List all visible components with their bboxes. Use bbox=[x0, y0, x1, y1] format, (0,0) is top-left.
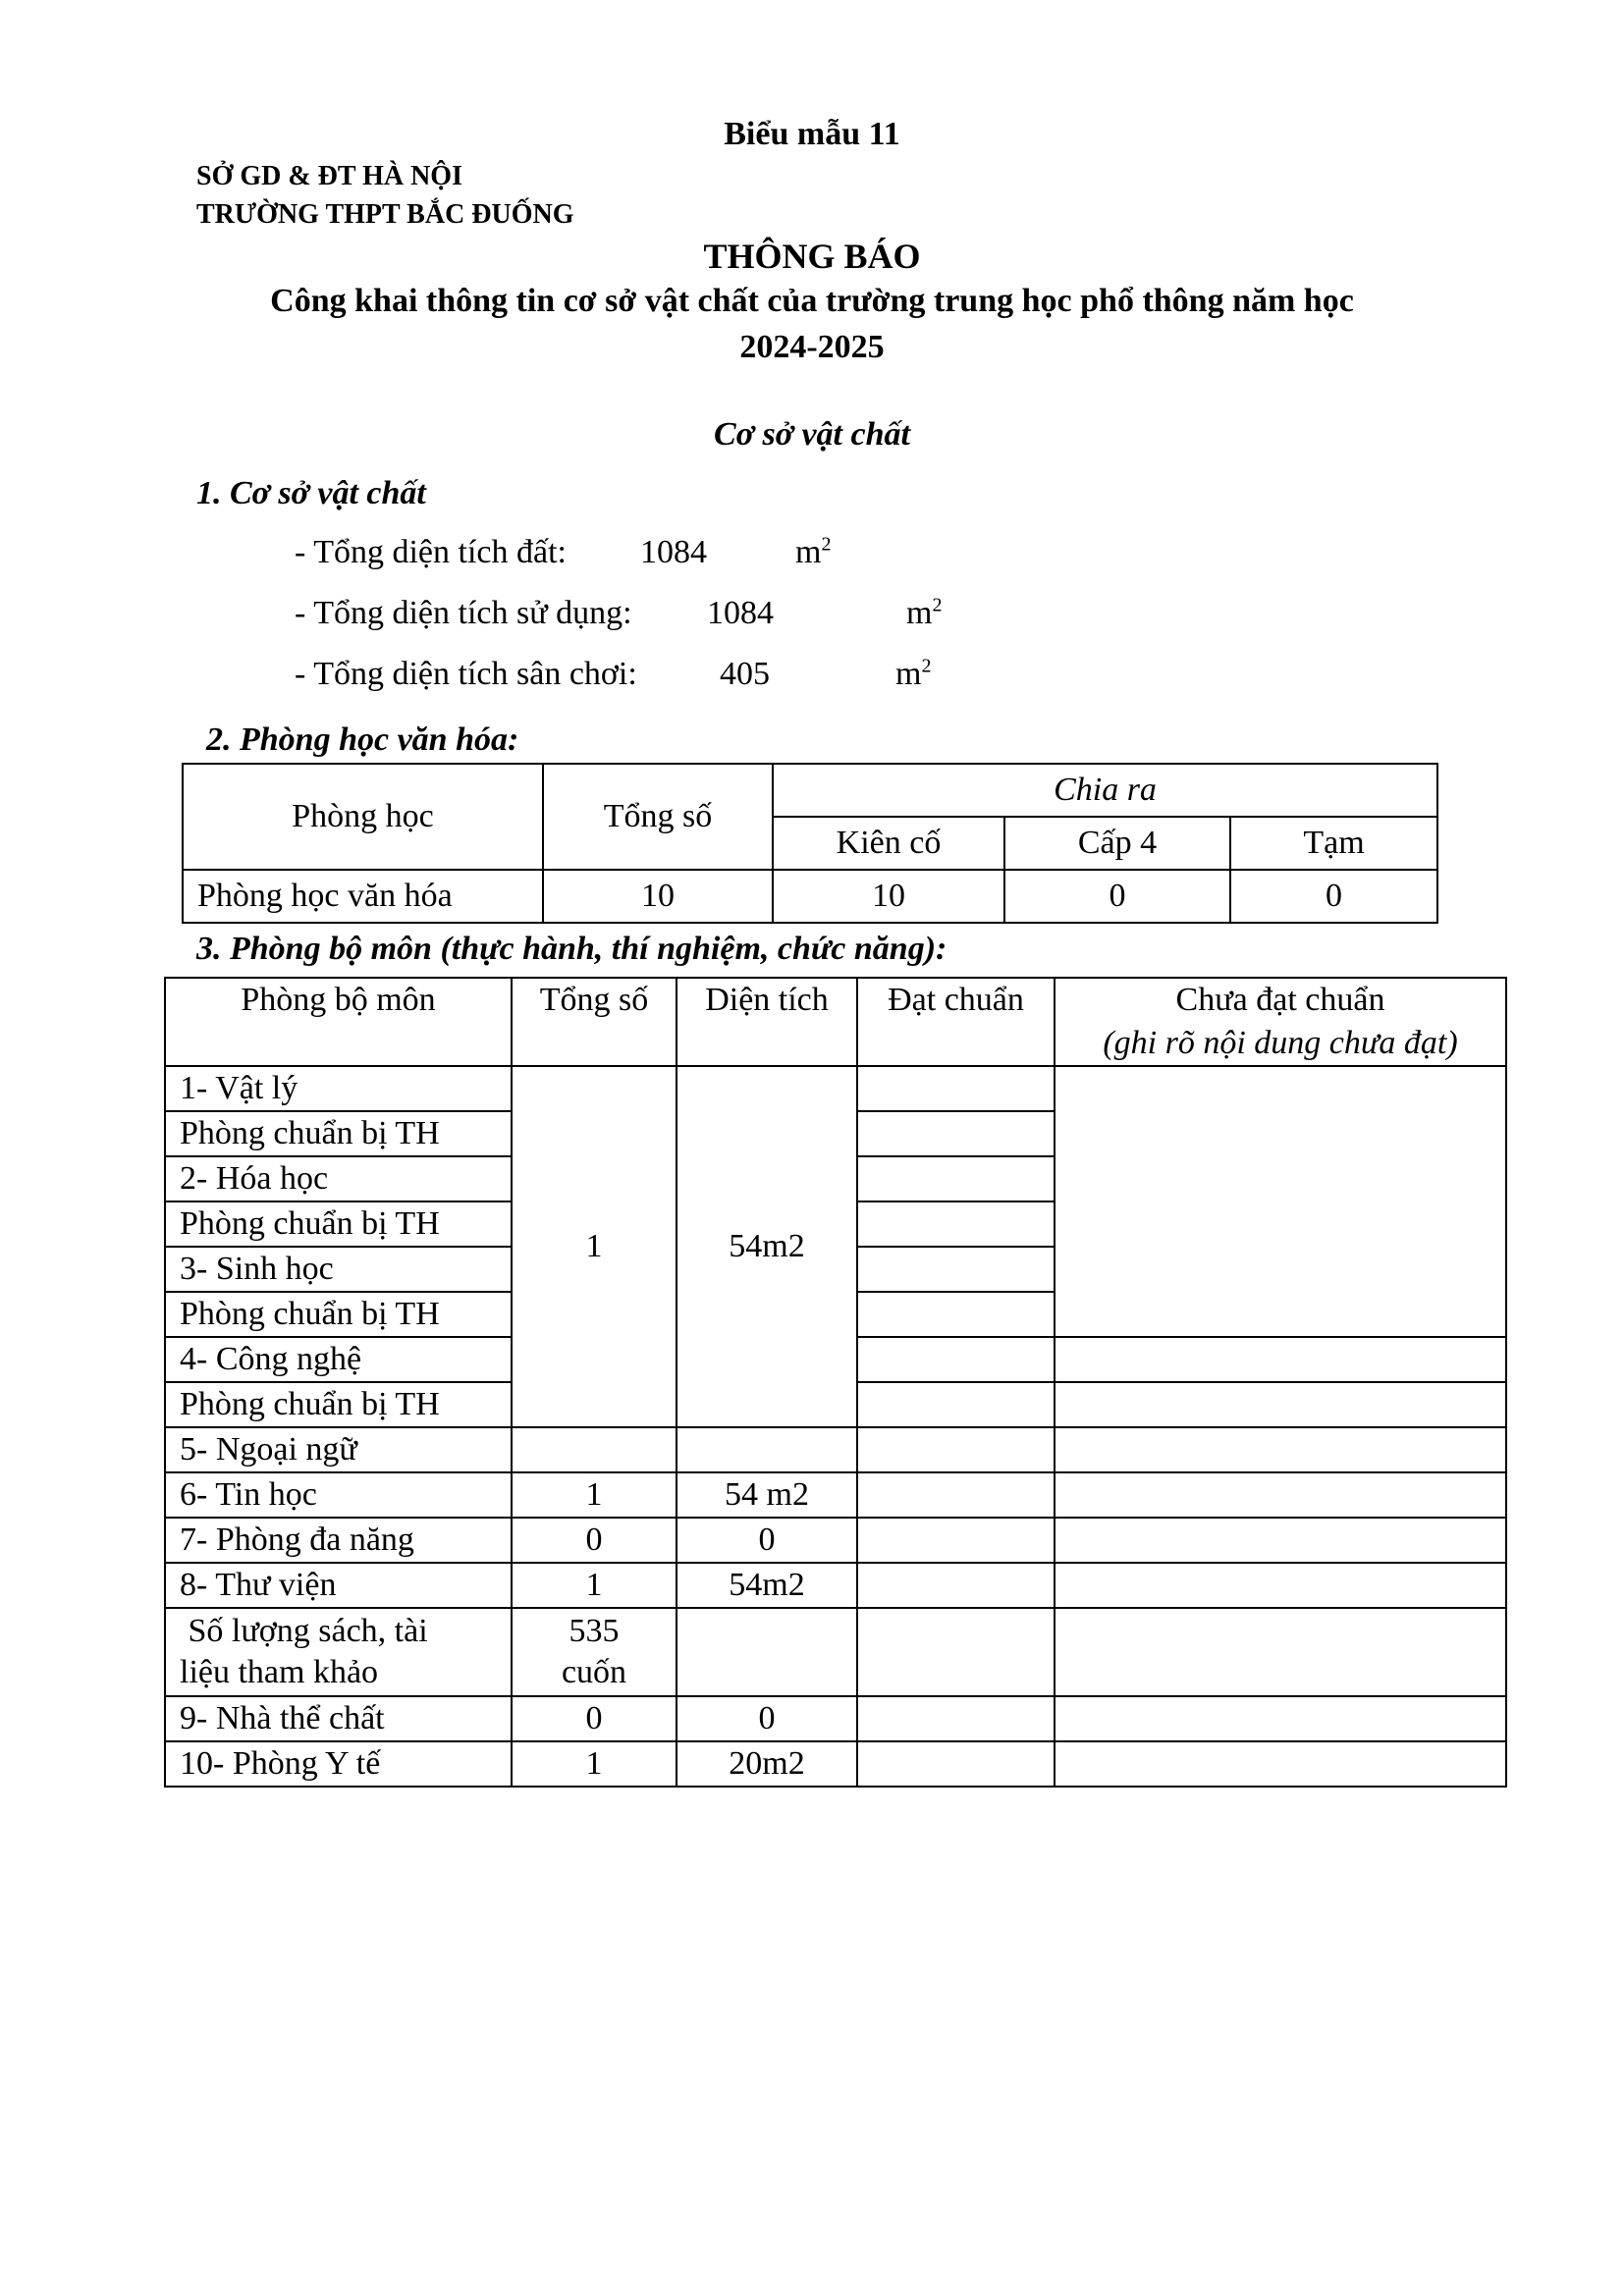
col-header-total: Tổng số bbox=[543, 764, 773, 870]
table-row bbox=[165, 1741, 1506, 1787]
area-cell bbox=[677, 1608, 857, 1696]
substandard-cell bbox=[1055, 1427, 1506, 1472]
lab-group-area-cell: 54m2 bbox=[677, 1066, 857, 1427]
substandard-note: (ghi rõ nội dung chưa đạt) bbox=[1103, 1025, 1458, 1061]
area-cell bbox=[677, 1427, 857, 1472]
standard-cell bbox=[857, 1156, 1055, 1201]
solid-cell: 10 bbox=[773, 870, 1004, 923]
room-name-cell: 7- Phòng đa năng bbox=[165, 1518, 512, 1563]
playground-area-value: 405 bbox=[720, 656, 770, 692]
col-header-room: Phòng học bbox=[183, 764, 543, 870]
standard-cell bbox=[857, 1382, 1055, 1427]
standard-cell bbox=[857, 1696, 1055, 1741]
area-cell: 0 bbox=[677, 1518, 857, 1563]
notice-year: 2024-2025 bbox=[739, 329, 885, 365]
col-header-breakdown: Chia ra bbox=[773, 764, 1437, 817]
area-cell: 0 bbox=[677, 1696, 857, 1741]
total-cell bbox=[512, 1427, 677, 1472]
standard-cell bbox=[857, 1292, 1055, 1337]
classroom-table bbox=[182, 763, 1438, 924]
room-name-cell: 1- Vật lý bbox=[165, 1066, 512, 1111]
table-row bbox=[165, 1696, 1506, 1741]
col-header-standard: Đạt chuẩn bbox=[857, 978, 1055, 1066]
room-name-cell: Phòng học văn hóa bbox=[183, 870, 543, 923]
playground-area-unit: $m^2$ bbox=[895, 655, 932, 692]
area-cell: 54m2 bbox=[677, 1563, 857, 1608]
lab-group-total-cell: 1 bbox=[512, 1066, 677, 1427]
room-name-cell: Phòng chuẩn bị TH bbox=[165, 1292, 512, 1337]
room-name-cell: 3- Sinh học bbox=[165, 1247, 512, 1292]
usage-area-label: - Tổng diện tích sử dụng: bbox=[295, 595, 632, 631]
room-name-cell: 8- Thư viện bbox=[165, 1563, 512, 1608]
table-row bbox=[165, 1472, 1506, 1518]
col-header-substandard bbox=[1055, 978, 1506, 1066]
standard-cell bbox=[857, 1563, 1055, 1608]
substandard-label: Chưa đạt chuẩn bbox=[1175, 982, 1385, 1018]
room-name-cell: 5- Ngoại ngữ bbox=[165, 1427, 512, 1472]
room-name-cell: 10- Phòng Y tế bbox=[165, 1741, 512, 1787]
table-row bbox=[165, 1563, 1506, 1608]
total-cell: 10 bbox=[543, 870, 773, 923]
room-name-cell: 2- Hóa học bbox=[165, 1156, 512, 1201]
table-row bbox=[165, 1608, 1506, 1696]
table-row bbox=[165, 1427, 1506, 1472]
standard-cell bbox=[857, 1201, 1055, 1247]
total-cell: 1 bbox=[512, 1741, 677, 1787]
books-label-line1: Số lượng sách, tài bbox=[180, 1613, 428, 1649]
school-name: TRƯỜNG THPT BẮC ĐUỐNG bbox=[196, 199, 574, 230]
room-name-cell: Phòng chuẩn bị TH bbox=[165, 1382, 512, 1427]
room-name-cell: 9- Nhà thể chất bbox=[165, 1696, 512, 1741]
standard-cell bbox=[857, 1427, 1055, 1472]
standard-cell bbox=[857, 1741, 1055, 1787]
playground-area-label: - Tổng diện tích sân chơi: bbox=[295, 656, 637, 692]
standard-cell bbox=[857, 1608, 1055, 1696]
usage-area-unit: $m^2$ bbox=[906, 594, 943, 631]
total-cell: 0 bbox=[512, 1696, 677, 1741]
temporary-cell: 0 bbox=[1230, 870, 1437, 923]
land-area-value: 1084 bbox=[640, 534, 707, 570]
room-name-cell bbox=[165, 1608, 512, 1696]
standard-cell bbox=[857, 1247, 1055, 1292]
section3-heading: 3. Phòng bộ môn (thực hành, thí nghiệm, chức năng): bbox=[196, 931, 947, 967]
room-name-cell: Phòng chuẩn bị TH bbox=[165, 1111, 512, 1156]
department-name: SỞ GD & ĐT HÀ NỘI bbox=[196, 161, 462, 191]
notice-subtitle: Công khai thông tin cơ sở vật chất của trường trung học phổ thông năm học bbox=[270, 283, 1354, 319]
substandard-cell bbox=[1055, 1608, 1506, 1696]
total-cell bbox=[512, 1608, 677, 1696]
section1-heading: 1. Cơ sở vật chất bbox=[196, 475, 426, 511]
books-count: 535 bbox=[568, 1613, 620, 1649]
land-area-line bbox=[295, 533, 832, 571]
standard-cell bbox=[857, 1111, 1055, 1156]
table-row bbox=[183, 870, 1437, 923]
room-name-cell: 4- Công nghệ bbox=[165, 1337, 512, 1382]
standard-cell bbox=[857, 1066, 1055, 1111]
subject-room-table bbox=[164, 977, 1507, 1788]
col-header-temporary: Tạm bbox=[1230, 817, 1437, 870]
col-header-total: Tổng số bbox=[512, 978, 677, 1066]
area-cell: 54 m2 bbox=[677, 1472, 857, 1518]
substandard-cell bbox=[1055, 1382, 1506, 1427]
books-unit: cuốn bbox=[561, 1654, 627, 1690]
substandard-merged-cell bbox=[1055, 1066, 1506, 1337]
table-row bbox=[165, 1518, 1506, 1563]
substandard-cell bbox=[1055, 1337, 1506, 1382]
playground-area-line bbox=[295, 655, 932, 693]
land-area-unit: $m^2$ bbox=[795, 533, 832, 570]
usage-area-line bbox=[295, 594, 943, 632]
col-header-solid: Kiên cố bbox=[773, 817, 1004, 870]
standard-cell bbox=[857, 1337, 1055, 1382]
substandard-cell bbox=[1055, 1472, 1506, 1518]
standard-cell bbox=[857, 1518, 1055, 1563]
col-header-subject-room: Phòng bộ môn bbox=[165, 978, 512, 1066]
section-heading: Cơ sở vật chất bbox=[714, 416, 910, 453]
substandard-cell bbox=[1055, 1563, 1506, 1608]
section2-heading: 2. Phòng học văn hóa: bbox=[206, 721, 519, 758]
substandard-cell bbox=[1055, 1741, 1506, 1787]
usage-area-value: 1084 bbox=[707, 595, 774, 631]
land-area-label: - Tổng diện tích đất: bbox=[295, 534, 567, 570]
standard-cell bbox=[857, 1472, 1055, 1518]
area-cell: 20m2 bbox=[677, 1741, 857, 1787]
level4-cell: 0 bbox=[1004, 870, 1230, 923]
total-cell: 1 bbox=[512, 1472, 677, 1518]
notice-title: THÔNG BÁO bbox=[703, 237, 921, 276]
total-cell: 0 bbox=[512, 1518, 677, 1563]
form-label: Biểu mẫu 11 bbox=[724, 116, 900, 152]
room-name-cell: 6- Tin học bbox=[165, 1472, 512, 1518]
substandard-cell bbox=[1055, 1696, 1506, 1741]
total-cell: 1 bbox=[512, 1563, 677, 1608]
substandard-cell bbox=[1055, 1518, 1506, 1563]
col-header-level4: Cấp 4 bbox=[1004, 817, 1230, 870]
table-row bbox=[165, 1066, 1506, 1111]
room-name-cell: Phòng chuẩn bị TH bbox=[165, 1201, 512, 1247]
col-header-area: Diện tích bbox=[677, 978, 857, 1066]
books-label-line2: liệu tham khảo bbox=[180, 1654, 379, 1690]
